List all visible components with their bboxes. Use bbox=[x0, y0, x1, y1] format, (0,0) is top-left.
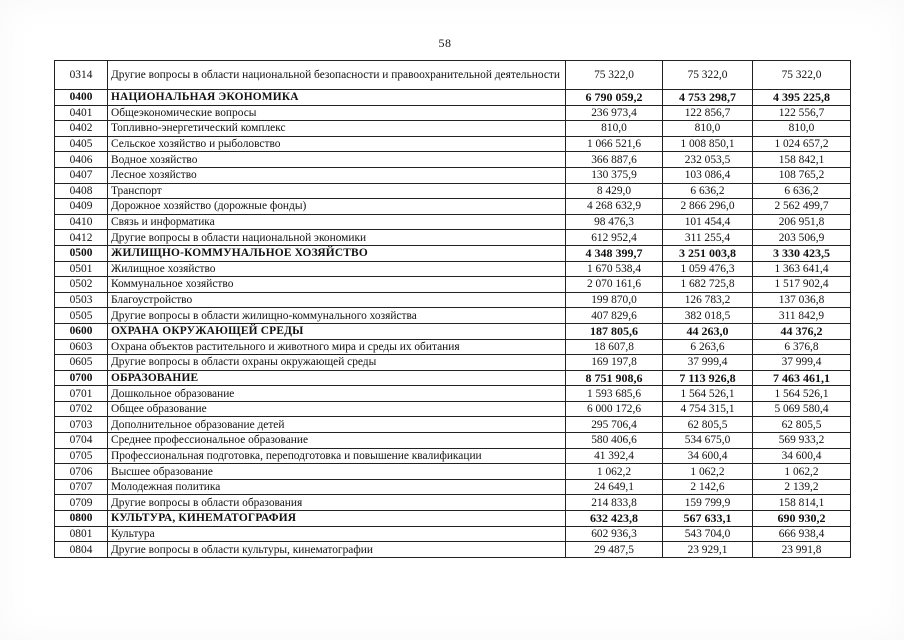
row-value-2: 44 263,0 bbox=[663, 323, 753, 339]
row-value-3: 7 463 461,1 bbox=[753, 370, 851, 386]
row-name: Транспорт bbox=[108, 183, 566, 199]
row-value-3: 666 938,4 bbox=[753, 526, 851, 542]
row-value-3: 203 506,9 bbox=[753, 230, 851, 246]
row-value-2: 62 805,5 bbox=[663, 417, 753, 433]
row-code: 0405 bbox=[55, 136, 108, 152]
row-name: Дошкольное образование bbox=[108, 386, 566, 402]
row-value-1: 612 952,4 bbox=[566, 230, 663, 246]
row-name: Лесное хозяйство bbox=[108, 167, 566, 183]
row-value-1: 1 593 685,6 bbox=[566, 386, 663, 402]
row-code: 0501 bbox=[55, 261, 108, 277]
row-name: Связь и информатика bbox=[108, 214, 566, 230]
row-value-2: 1 059 476,3 bbox=[663, 261, 753, 277]
row-value-3: 108 765,2 bbox=[753, 167, 851, 183]
row-value-3: 34 600,4 bbox=[753, 448, 851, 464]
row-value-3: 1 024 657,2 bbox=[753, 136, 851, 152]
row-value-2: 2 142,6 bbox=[663, 479, 753, 495]
row-value-1: 602 936,3 bbox=[566, 526, 663, 542]
row-value-1: 632 423,8 bbox=[566, 511, 663, 527]
row-name: Благоустройство bbox=[108, 292, 566, 308]
table-row bbox=[55, 61, 851, 90]
table-row bbox=[55, 136, 851, 152]
row-value-1: 18 607,8 bbox=[566, 339, 663, 355]
budget-table-body bbox=[55, 61, 851, 558]
row-name: Культура bbox=[108, 526, 566, 542]
row-value-1: 407 829,6 bbox=[566, 308, 663, 324]
row-value-1: 1 066 521,6 bbox=[566, 136, 663, 152]
row-value-2: 534 675,0 bbox=[663, 433, 753, 449]
row-value-1: 6 790 059,2 bbox=[566, 90, 663, 106]
table-row bbox=[55, 479, 851, 495]
row-value-1: 810,0 bbox=[566, 121, 663, 137]
row-code: 0702 bbox=[55, 401, 108, 417]
row-value-1: 6 000 172,6 bbox=[566, 401, 663, 417]
row-code: 0409 bbox=[55, 199, 108, 215]
table-row bbox=[55, 308, 851, 324]
row-value-2: 34 600,4 bbox=[663, 448, 753, 464]
row-value-3: 137 036,8 bbox=[753, 292, 851, 308]
row-name: Охрана объектов растительного и животного мира и среды их обитания bbox=[108, 339, 566, 355]
table-row bbox=[55, 355, 851, 371]
row-value-3: 158 842,1 bbox=[753, 152, 851, 168]
row-value-3: 37 999,4 bbox=[753, 355, 851, 371]
row-value-3: 122 556,7 bbox=[753, 105, 851, 121]
row-value-2: 1 062,2 bbox=[663, 464, 753, 480]
row-value-3: 1 363 641,4 bbox=[753, 261, 851, 277]
row-value-1: 4 348 399,7 bbox=[566, 245, 663, 261]
row-name: КУЛЬТУРА, КИНЕМАТОГРАФИЯ bbox=[108, 511, 566, 527]
section-row bbox=[55, 370, 851, 386]
row-code: 0700 bbox=[55, 370, 108, 386]
row-value-2: 75 322,0 bbox=[663, 61, 753, 90]
row-value-3: 1 564 526,1 bbox=[753, 386, 851, 402]
row-name: ОХРАНА ОКРУЖАЮЩЕЙ СРЕДЫ bbox=[108, 323, 566, 339]
row-value-3: 810,0 bbox=[753, 121, 851, 137]
row-value-1: 98 476,3 bbox=[566, 214, 663, 230]
row-value-1: 1 062,2 bbox=[566, 464, 663, 480]
row-value-3: 206 951,8 bbox=[753, 214, 851, 230]
row-name: ОБРАЗОВАНИЕ bbox=[108, 370, 566, 386]
row-code: 0801 bbox=[55, 526, 108, 542]
row-value-2: 126 783,2 bbox=[663, 292, 753, 308]
row-code: 0505 bbox=[55, 308, 108, 324]
row-name: Другие вопросы в области национальной безопасности и правоохранительной деятельности bbox=[108, 61, 566, 90]
row-name: Профессиональная подготовка, переподготовка и повышение квалификации bbox=[108, 448, 566, 464]
row-value-1: 24 649,1 bbox=[566, 479, 663, 495]
table-row bbox=[55, 448, 851, 464]
row-value-2: 6 636,2 bbox=[663, 183, 753, 199]
row-code: 0709 bbox=[55, 495, 108, 511]
row-name: Дополнительное образование детей bbox=[108, 417, 566, 433]
row-name: Сельское хозяйство и рыболовство bbox=[108, 136, 566, 152]
table-row bbox=[55, 214, 851, 230]
row-code: 0707 bbox=[55, 479, 108, 495]
row-name: Жилищное хозяйство bbox=[108, 261, 566, 277]
row-value-1: 366 887,6 bbox=[566, 152, 663, 168]
row-value-3: 23 991,8 bbox=[753, 542, 851, 558]
row-name: Дорожное хозяйство (дорожные фонды) bbox=[108, 199, 566, 215]
row-value-1: 214 833,8 bbox=[566, 495, 663, 511]
section-row bbox=[55, 511, 851, 527]
row-value-1: 236 973,4 bbox=[566, 105, 663, 121]
row-value-1: 2 070 161,6 bbox=[566, 277, 663, 293]
row-code: 0410 bbox=[55, 214, 108, 230]
row-code: 0800 bbox=[55, 511, 108, 527]
row-value-2: 101 454,4 bbox=[663, 214, 753, 230]
row-value-2: 232 053,5 bbox=[663, 152, 753, 168]
row-value-2: 810,0 bbox=[663, 121, 753, 137]
row-value-2: 23 929,1 bbox=[663, 542, 753, 558]
section-row bbox=[55, 323, 851, 339]
row-value-3: 690 930,2 bbox=[753, 511, 851, 527]
row-value-1: 4 268 632,9 bbox=[566, 199, 663, 215]
table-row bbox=[55, 105, 851, 121]
table-row bbox=[55, 121, 851, 137]
row-value-1: 29 487,5 bbox=[566, 542, 663, 558]
row-name: Другие вопросы в области охраны окружающей среды bbox=[108, 355, 566, 371]
row-value-2: 7 113 926,8 bbox=[663, 370, 753, 386]
row-value-2: 159 799,9 bbox=[663, 495, 753, 511]
row-value-3: 4 395 225,8 bbox=[753, 90, 851, 106]
row-value-1: 41 392,4 bbox=[566, 448, 663, 464]
row-code: 0406 bbox=[55, 152, 108, 168]
row-code: 0500 bbox=[55, 245, 108, 261]
row-value-3: 2 562 499,7 bbox=[753, 199, 851, 215]
table-row bbox=[55, 401, 851, 417]
row-name: Общеэкономические вопросы bbox=[108, 105, 566, 121]
row-value-2: 3 251 003,8 bbox=[663, 245, 753, 261]
row-value-3: 6 636,2 bbox=[753, 183, 851, 199]
table-row bbox=[55, 433, 851, 449]
table-row bbox=[55, 199, 851, 215]
table-row bbox=[55, 292, 851, 308]
row-value-2: 6 263,6 bbox=[663, 339, 753, 355]
row-name: Среднее профессиональное образование bbox=[108, 433, 566, 449]
row-code: 0603 bbox=[55, 339, 108, 355]
row-code: 0502 bbox=[55, 277, 108, 293]
row-name: Другие вопросы в области жилищно-коммунального хозяйства bbox=[108, 308, 566, 324]
row-code: 0804 bbox=[55, 542, 108, 558]
row-value-1: 1 670 538,4 bbox=[566, 261, 663, 277]
row-value-2: 4 754 315,1 bbox=[663, 401, 753, 417]
row-code: 0706 bbox=[55, 464, 108, 480]
row-value-1: 199 870,0 bbox=[566, 292, 663, 308]
row-value-2: 1 564 526,1 bbox=[663, 386, 753, 402]
row-name: ЖИЛИЩНО-КОММУНАЛЬНОЕ ХОЗЯЙСТВО bbox=[108, 245, 566, 261]
row-value-3: 62 805,5 bbox=[753, 417, 851, 433]
row-value-3: 569 933,2 bbox=[753, 433, 851, 449]
row-value-1: 130 375,9 bbox=[566, 167, 663, 183]
row-value-1: 580 406,6 bbox=[566, 433, 663, 449]
row-code: 0407 bbox=[55, 167, 108, 183]
row-code: 0701 bbox=[55, 386, 108, 402]
table-row bbox=[55, 339, 851, 355]
row-value-1: 75 322,0 bbox=[566, 61, 663, 90]
row-code: 0314 bbox=[55, 61, 108, 90]
row-code: 0412 bbox=[55, 230, 108, 246]
row-code: 0600 bbox=[55, 323, 108, 339]
table-row bbox=[55, 277, 851, 293]
row-value-1: 295 706,4 bbox=[566, 417, 663, 433]
row-value-3: 3 330 423,5 bbox=[753, 245, 851, 261]
row-value-3: 75 322,0 bbox=[753, 61, 851, 90]
row-code: 0705 bbox=[55, 448, 108, 464]
row-value-2: 103 086,4 bbox=[663, 167, 753, 183]
row-value-2: 2 866 296,0 bbox=[663, 199, 753, 215]
row-value-3: 1 062,2 bbox=[753, 464, 851, 480]
row-value-2: 4 753 298,7 bbox=[663, 90, 753, 106]
row-code: 0408 bbox=[55, 183, 108, 199]
row-name: Другие вопросы в области образования bbox=[108, 495, 566, 511]
row-value-3: 6 376,8 bbox=[753, 339, 851, 355]
row-value-3: 311 842,9 bbox=[753, 308, 851, 324]
row-value-3: 158 814,1 bbox=[753, 495, 851, 511]
row-name: Другие вопросы в области национальной экономики bbox=[108, 230, 566, 246]
table-row bbox=[55, 167, 851, 183]
table-row bbox=[55, 417, 851, 433]
row-value-2: 382 018,5 bbox=[663, 308, 753, 324]
row-name: Топливно-энергетический комплекс bbox=[108, 121, 566, 137]
row-name: Водное хозяйство bbox=[108, 152, 566, 168]
row-value-2: 1 008 850,1 bbox=[663, 136, 753, 152]
table-row bbox=[55, 542, 851, 558]
row-value-3: 1 517 902,4 bbox=[753, 277, 851, 293]
row-value-1: 187 805,6 bbox=[566, 323, 663, 339]
row-value-3: 5 069 580,4 bbox=[753, 401, 851, 417]
row-value-3: 44 376,2 bbox=[753, 323, 851, 339]
row-value-1: 169 197,8 bbox=[566, 355, 663, 371]
table-row bbox=[55, 386, 851, 402]
section-row bbox=[55, 245, 851, 261]
table-row bbox=[55, 183, 851, 199]
table-row bbox=[55, 495, 851, 511]
row-code: 0402 bbox=[55, 121, 108, 137]
table-row bbox=[55, 464, 851, 480]
row-value-2: 37 999,4 bbox=[663, 355, 753, 371]
section-row bbox=[55, 90, 851, 106]
row-code: 0503 bbox=[55, 292, 108, 308]
row-code: 0401 bbox=[55, 105, 108, 121]
row-name: Высшее образование bbox=[108, 464, 566, 480]
row-code: 0703 bbox=[55, 417, 108, 433]
row-value-3: 2 139,2 bbox=[753, 479, 851, 495]
row-value-2: 311 255,4 bbox=[663, 230, 753, 246]
row-value-2: 122 856,7 bbox=[663, 105, 753, 121]
page-number: 58 bbox=[438, 36, 452, 50]
row-code: 0400 bbox=[55, 90, 108, 106]
row-value-2: 567 633,1 bbox=[663, 511, 753, 527]
budget-table bbox=[54, 60, 851, 558]
row-name: Общее образование bbox=[108, 401, 566, 417]
row-name: Другие вопросы в области культуры, кинематографии bbox=[108, 542, 566, 558]
row-value-1: 8 751 908,6 bbox=[566, 370, 663, 386]
table-row bbox=[55, 230, 851, 246]
row-value-1: 8 429,0 bbox=[566, 183, 663, 199]
row-code: 0605 bbox=[55, 355, 108, 371]
row-name: Молодежная политика bbox=[108, 479, 566, 495]
row-value-2: 543 704,0 bbox=[663, 526, 753, 542]
table-row bbox=[55, 152, 851, 168]
row-code: 0704 bbox=[55, 433, 108, 449]
row-name: Коммунальное хозяйство bbox=[108, 277, 566, 293]
row-value-2: 1 682 725,8 bbox=[663, 277, 753, 293]
table-row bbox=[55, 526, 851, 542]
row-name: НАЦИОНАЛЬНАЯ ЭКОНОМИКА bbox=[108, 90, 566, 106]
table-row bbox=[55, 261, 851, 277]
